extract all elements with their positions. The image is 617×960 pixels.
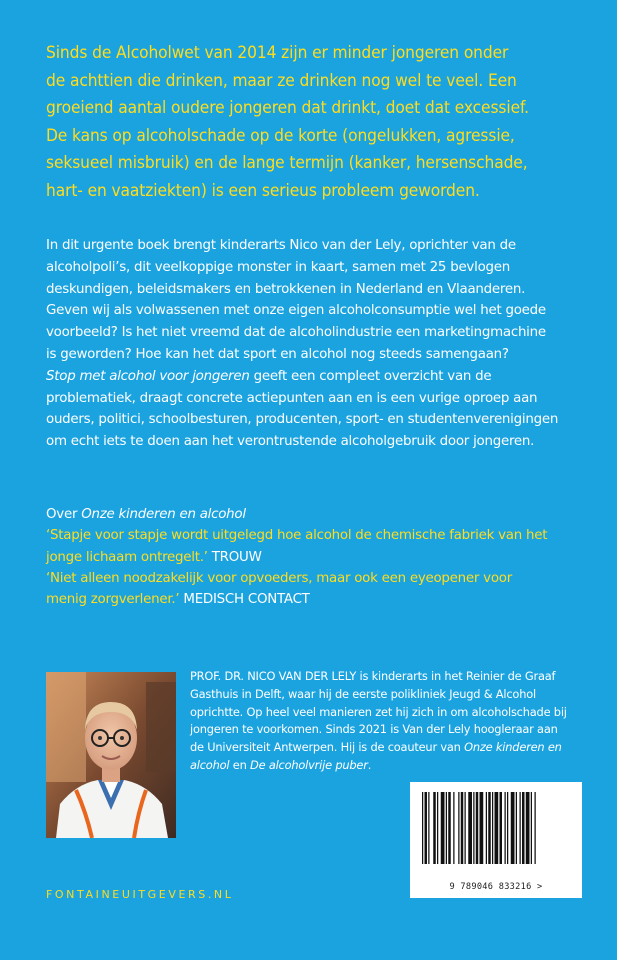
bio-line: Gasthuis in Delft, waar hij de eerste polikliniek Jeugd & Alcohol (190, 686, 536, 701)
bio-line: jongeren te voorkomen. Sinds 2021 is Van der Lely hoogleraar aan (190, 722, 558, 737)
quote-line: ‘Stapje voor stapje wordt uitgelegd hoe alcohol de chemische fabriek van het (46, 528, 548, 544)
quote-line (46, 547, 591, 568)
lead-line: seksueel misbruik) en de lange termijn (kanker, hersenschade, (46, 153, 528, 173)
bio-line (190, 739, 590, 757)
quote-source: TROUW (207, 549, 262, 565)
body-line: In dit urgente boek brengt kinderarts Nico van der Lely, oprichter van de (46, 238, 516, 253)
lead-paragraph (46, 40, 586, 205)
body-line: problematiek, draagt concrete actiepunten aan en is een vurige oproep aan (46, 390, 538, 406)
review-quotes (46, 504, 591, 610)
lead-line: De kans op alcoholschade op de korte (ongelukken, agressie, (46, 125, 515, 146)
barcode-bars (410, 782, 582, 882)
bio-book-title: De alcoholvrije puber (250, 757, 368, 772)
isbn-barcode (410, 782, 582, 898)
body-line: ouders, politici, schoolbesturen, producenten, sport- en studentenverenigingen (46, 412, 559, 428)
lead-line: groeiend aantal oudere jongeren dat drinkt, doet dat excessief. (46, 98, 529, 118)
body-line: is geworden? Hoe kan het dat sport en alcohol nog steeds samengaan? (46, 346, 509, 362)
body-line: alcoholpoli’s, dit veelkoppige monster in kaart, samen met 25 bevlogen (46, 259, 511, 275)
bio-line: oprichtte. Op heel veel manieren zet hij zich in om alcoholschade bij (190, 704, 567, 719)
bio-text: . (367, 757, 372, 772)
publisher-website[interactable]: FONTAINEUITGEVERS.NL (46, 888, 234, 901)
quote-line: ‘Niet alleen noodzakelijk voor opvoeders, maar ook een eyeopener voor (46, 570, 512, 586)
body-line: voorbeeld? Is het niet vreemd dat de alcoholindustrie een marketingmachine (46, 325, 546, 341)
body-paragraph (46, 235, 586, 453)
body-line (46, 366, 586, 388)
book-title: Stop met alcohol voor jongeren (46, 368, 250, 384)
body-line: deskundigen, beleidsmakers en betrokkenen in Nederland en Vlaanderen. (46, 281, 526, 297)
isbn-number: 9 789046 833216 > (449, 882, 543, 892)
body-line-rest: geeft een compleet overzicht van de (249, 368, 492, 384)
quote-text: jonge lichaam ontregelt.’ (46, 549, 208, 565)
body-line: om echt iets te doen aan het verontrustende alcoholgebruik door jongeren. (46, 434, 535, 450)
lead-line: hart- en vaatziekten) is een serieus probleem geworden. (46, 180, 480, 201)
author-bio (190, 668, 590, 775)
bio-line (190, 757, 590, 775)
bio-text: en (229, 757, 251, 772)
lead-line: Sinds de Alcoholwet van 2014 zijn er minder jongeren onder (46, 43, 509, 63)
author-portrait (46, 672, 176, 838)
bio-book-title: Onze kinderen en (464, 740, 562, 755)
bio-book-title: alcohol (190, 757, 230, 772)
lead-line: de achttien die drinken, maar ze drinken nog wel te veel. Een (46, 70, 517, 91)
bio-text: de Universiteit Antwerpen. Hij is de coauteur van (190, 740, 465, 755)
quote-source: MEDISCH CONTACT (179, 592, 310, 608)
body-line: Geven wij als volwassenen met onze eigen alcoholconsumptie wel het goede (46, 303, 546, 319)
quotes-heading-prefix: Over (46, 507, 82, 522)
quote-line (46, 589, 591, 610)
bio-line: PROF. DR. NICO VAN DER LELY is kinderarts in het Reinier de Graaf (190, 669, 556, 683)
author-photo (46, 672, 176, 838)
quote-text: menig zorgverlener.’ (46, 592, 180, 608)
quotes-heading (46, 504, 591, 525)
quotes-heading-title: Onze kinderen en alcohol (81, 507, 246, 522)
